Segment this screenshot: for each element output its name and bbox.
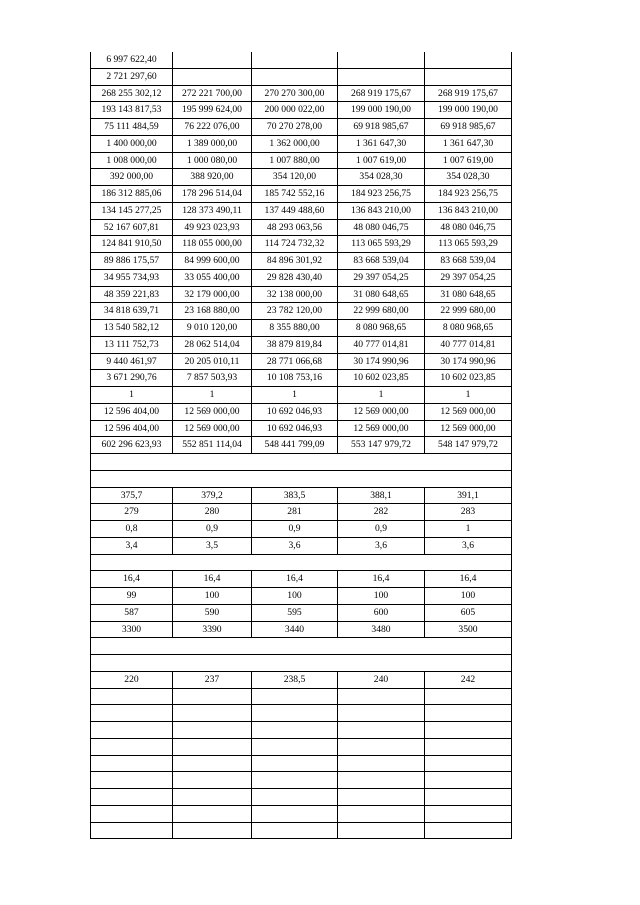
table-cell: 3,5 (173, 537, 252, 554)
table-cell (338, 722, 425, 739)
table-cell: 12 569 000,00 (338, 420, 425, 437)
table-cell (252, 822, 338, 839)
merged-blank-cell (91, 470, 512, 487)
table-cell: 282 (338, 504, 425, 521)
table-cell (91, 705, 173, 722)
table-cell (91, 722, 173, 739)
table-row (91, 822, 512, 839)
table-cell: 237 (173, 671, 252, 688)
table-cell (91, 805, 173, 822)
table-cell: 12 569 000,00 (425, 420, 512, 437)
table-cell: 8 080 968,65 (425, 320, 512, 337)
table-cell: 1 361 647,30 (425, 135, 512, 152)
table-cell: 13 111 752,73 (91, 336, 173, 353)
table-cell: 0,8 (91, 521, 173, 538)
table-cell: 242 (425, 671, 512, 688)
table-row (91, 387, 512, 404)
table-cell (252, 52, 338, 68)
table-cell: 34 955 734,93 (91, 269, 173, 286)
table-cell: 76 222 076,00 (173, 119, 252, 136)
table-cell: 0,9 (252, 521, 338, 538)
table-row (91, 789, 512, 806)
table-cell: 30 174 990,96 (338, 353, 425, 370)
table-cell: 200 000 022,00 (252, 102, 338, 119)
table-row (91, 269, 512, 286)
table-cell: 48 359 221,83 (91, 286, 173, 303)
table-cell: 136 843 210,00 (338, 202, 425, 219)
table-row (91, 303, 512, 320)
table-cell (338, 789, 425, 806)
table-cell: 3,6 (338, 537, 425, 554)
table-cell: 1 007 619,00 (425, 152, 512, 169)
table-cell: 134 145 277,25 (91, 202, 173, 219)
table-cell: 1 007 619,00 (338, 152, 425, 169)
table-cell (91, 822, 173, 839)
table-cell: 32 138 000,00 (252, 286, 338, 303)
table-cell (425, 738, 512, 755)
table-cell: 193 143 817,53 (91, 102, 173, 119)
table-cell: 28 771 066,68 (252, 353, 338, 370)
table-cell: 220 (91, 671, 173, 688)
table-cell (173, 738, 252, 755)
table-cell: 391,1 (425, 487, 512, 504)
table-cell: 184 923 256,75 (425, 186, 512, 203)
table-cell: 114 724 732,32 (252, 236, 338, 253)
table-cell (425, 722, 512, 739)
table-cell: 280 (173, 504, 252, 521)
table-row (91, 403, 512, 420)
table-cell: 283 (425, 504, 512, 521)
table-cell: 12 596 404,00 (91, 403, 173, 420)
table-cell (173, 805, 252, 822)
table-cell: 83 668 539,04 (425, 253, 512, 270)
table-cell: 100 (425, 588, 512, 605)
table-cell (425, 68, 512, 85)
table-cell (338, 772, 425, 789)
table-cell: 48 080 046,75 (425, 219, 512, 236)
table-cell (338, 52, 425, 68)
table-cell (425, 52, 512, 68)
table-cell (252, 789, 338, 806)
table-separator-row (91, 655, 512, 672)
table-cell: 13 540 582,12 (91, 320, 173, 337)
table-row (91, 152, 512, 169)
table-cell: 84 999 600,00 (173, 253, 252, 270)
table-cell: 118 055 000,00 (173, 236, 252, 253)
table-cell: 600 (338, 604, 425, 621)
table-cell: 16,4 (338, 571, 425, 588)
table-cell: 113 065 593,29 (425, 236, 512, 253)
table-row (91, 119, 512, 136)
table-cell (425, 705, 512, 722)
table-cell: 178 296 514,04 (173, 186, 252, 203)
table-cell: 75 111 484,59 (91, 119, 173, 136)
table-cell: 3,6 (252, 537, 338, 554)
table-cell (252, 68, 338, 85)
table-cell: 30 174 990,96 (425, 353, 512, 370)
table-cell: 552 851 114,04 (173, 437, 252, 454)
table-cell: 23 782 120,00 (252, 303, 338, 320)
table-row (91, 85, 512, 102)
table-cell (338, 688, 425, 705)
table-cell (91, 688, 173, 705)
data-table (90, 52, 512, 839)
table-cell: 49 923 023,93 (173, 219, 252, 236)
table-cell: 31 080 648,65 (338, 286, 425, 303)
table-cell: 1 400 000,00 (91, 135, 173, 152)
table-cell: 272 221 700,00 (173, 85, 252, 102)
table-cell: 238,5 (252, 671, 338, 688)
table-cell: 553 147 979,72 (338, 437, 425, 454)
table-cell: 38 879 819,84 (252, 336, 338, 353)
table-cell (338, 705, 425, 722)
table-row (91, 688, 512, 705)
table-cell: 8 080 968,65 (338, 320, 425, 337)
table-cell: 99 (91, 588, 173, 605)
table-cell: 40 777 014,81 (425, 336, 512, 353)
table-cell: 590 (173, 604, 252, 621)
table-cell: 23 168 880,00 (173, 303, 252, 320)
table-cell: 602 296 623,93 (91, 437, 173, 454)
table-cell: 595 (252, 604, 338, 621)
table-cell: 2 721 297,60 (91, 68, 173, 85)
table-cell (173, 772, 252, 789)
table-cell (252, 688, 338, 705)
table-cell: 354 028,30 (425, 169, 512, 186)
table-cell: 392 000,00 (91, 169, 173, 186)
table-cell: 548 147 979,72 (425, 437, 512, 454)
table-row (91, 52, 512, 68)
table-separator-row (91, 470, 512, 487)
table-cell (173, 755, 252, 772)
table-cell: 383,5 (252, 487, 338, 504)
table-cell: 34 818 639,71 (91, 303, 173, 320)
table-cell (425, 805, 512, 822)
table-cell (425, 688, 512, 705)
table-row (91, 320, 512, 337)
table-cell: 100 (173, 588, 252, 605)
table-cell (425, 755, 512, 772)
table-cell: 1 000 080,00 (173, 152, 252, 169)
table-cell: 3500 (425, 621, 512, 638)
table-row (91, 588, 512, 605)
table-cell: 268 919 175,67 (338, 85, 425, 102)
table-cell: 1 (173, 387, 252, 404)
table-row (91, 68, 512, 85)
table-row (91, 219, 512, 236)
table-cell: 100 (338, 588, 425, 605)
table-row (91, 253, 512, 270)
table-cell: 354 028,30 (338, 169, 425, 186)
table-cell: 268 919 175,67 (425, 85, 512, 102)
table-cell: 10 108 753,16 (252, 370, 338, 387)
table-row (91, 671, 512, 688)
table-cell: 113 065 593,29 (338, 236, 425, 253)
table-cell: 587 (91, 604, 173, 621)
table-cell (252, 772, 338, 789)
table-cell: 3,6 (425, 537, 512, 554)
table-cell: 3440 (252, 621, 338, 638)
table-cell (338, 755, 425, 772)
table-cell: 270 270 300,00 (252, 85, 338, 102)
table-cell: 9 010 120,00 (173, 320, 252, 337)
table-cell: 184 923 256,75 (338, 186, 425, 203)
table-row (91, 437, 512, 454)
table-cell: 1 362 000,00 (252, 135, 338, 152)
table-cell: 199 000 190,00 (425, 102, 512, 119)
table-cell: 20 205 010,11 (173, 353, 252, 370)
table-body (91, 52, 512, 839)
table-cell: 281 (252, 504, 338, 521)
table-cell (173, 789, 252, 806)
table-cell: 12 569 000,00 (425, 403, 512, 420)
table-cell: 3 671 290,76 (91, 370, 173, 387)
table-row (91, 236, 512, 253)
table-separator-row (91, 454, 512, 471)
table-cell: 22 999 680,00 (425, 303, 512, 320)
table-cell (252, 755, 338, 772)
table-cell: 1 (91, 387, 173, 404)
table-cell: 69 918 985,67 (425, 119, 512, 136)
table-row (91, 705, 512, 722)
table-cell: 548 441 799,09 (252, 437, 338, 454)
table-cell (173, 688, 252, 705)
table-cell: 388,1 (338, 487, 425, 504)
table-cell: 136 843 210,00 (425, 202, 512, 219)
table-row (91, 772, 512, 789)
table-row (91, 336, 512, 353)
table-row (91, 722, 512, 739)
table-cell: 28 062 514,04 (173, 336, 252, 353)
table-row (91, 537, 512, 554)
table-cell: 268 255 302,12 (91, 85, 173, 102)
table-cell (252, 738, 338, 755)
table-cell (91, 789, 173, 806)
table-cell: 1 (338, 387, 425, 404)
table-cell (91, 772, 173, 789)
table-cell: 12 569 000,00 (173, 420, 252, 437)
table-cell: 240 (338, 671, 425, 688)
table-cell: 124 841 910,50 (91, 236, 173, 253)
table-cell: 199 000 190,00 (338, 102, 425, 119)
table-cell: 185 742 552,16 (252, 186, 338, 203)
table-separator-row (91, 638, 512, 655)
table-row (91, 169, 512, 186)
table-cell: 69 918 985,67 (338, 119, 425, 136)
merged-blank-cell (91, 655, 512, 672)
table-cell (338, 738, 425, 755)
table-cell: 3300 (91, 621, 173, 638)
table-row (91, 420, 512, 437)
table-cell: 354 120,00 (252, 169, 338, 186)
table-cell: 8 355 880,00 (252, 320, 338, 337)
table-cell: 12 569 000,00 (338, 403, 425, 420)
table-cell: 48 293 063,56 (252, 219, 338, 236)
table-cell: 137 449 488,60 (252, 202, 338, 219)
table-row (91, 186, 512, 203)
table-row (91, 487, 512, 504)
table-cell (338, 805, 425, 822)
table-cell: 379,2 (173, 487, 252, 504)
table-cell: 12 569 000,00 (173, 403, 252, 420)
table-row (91, 755, 512, 772)
table-row (91, 621, 512, 638)
table-cell (252, 722, 338, 739)
table-cell: 22 999 680,00 (338, 303, 425, 320)
table-cell: 1 361 647,30 (338, 135, 425, 152)
table-cell: 1 007 880,00 (252, 152, 338, 169)
table-row (91, 135, 512, 152)
table-cell: 16,4 (425, 571, 512, 588)
table-cell (425, 822, 512, 839)
table-cell: 16,4 (252, 571, 338, 588)
merged-blank-cell (91, 638, 512, 655)
merged-blank-cell (91, 554, 512, 571)
table-row (91, 738, 512, 755)
table-row (91, 202, 512, 219)
table-cell: 84 896 301,92 (252, 253, 338, 270)
table-cell (91, 738, 173, 755)
table-cell (173, 68, 252, 85)
table-cell (252, 705, 338, 722)
table-cell: 89 886 175,57 (91, 253, 173, 270)
table-cell: 16,4 (91, 571, 173, 588)
table-cell: 1 008 000,00 (91, 152, 173, 169)
table-cell: 3,4 (91, 537, 173, 554)
table-cell: 29 397 054,25 (338, 269, 425, 286)
table-cell: 10 602 023,85 (338, 370, 425, 387)
table-separator-row (91, 554, 512, 571)
table-row (91, 805, 512, 822)
table-cell: 10 692 046,93 (252, 403, 338, 420)
table-cell: 279 (91, 504, 173, 521)
table-row (91, 604, 512, 621)
table-cell: 1 (425, 387, 512, 404)
merged-blank-cell (91, 454, 512, 471)
table-cell (173, 52, 252, 68)
table-cell: 0,9 (338, 521, 425, 538)
table-row (91, 571, 512, 588)
table-cell: 388 920,00 (173, 169, 252, 186)
table-row (91, 102, 512, 119)
table-cell: 1 (425, 521, 512, 538)
table-cell: 70 270 278,00 (252, 119, 338, 136)
table-cell: 31 080 648,65 (425, 286, 512, 303)
table-cell: 29 828 430,40 (252, 269, 338, 286)
table-cell (425, 789, 512, 806)
table-cell: 0,9 (173, 521, 252, 538)
table-cell (173, 705, 252, 722)
table-cell: 48 080 046,75 (338, 219, 425, 236)
table-cell (425, 772, 512, 789)
table-cell: 7 857 503,93 (173, 370, 252, 387)
table-cell: 16,4 (173, 571, 252, 588)
table-cell: 10 602 023,85 (425, 370, 512, 387)
table-cell: 6 997 622,40 (91, 52, 173, 68)
table-row (91, 370, 512, 387)
table-cell (173, 722, 252, 739)
table-cell: 100 (252, 588, 338, 605)
table-cell (338, 68, 425, 85)
table-cell: 3390 (173, 621, 252, 638)
table-cell: 375,7 (91, 487, 173, 504)
table-cell: 29 397 054,25 (425, 269, 512, 286)
table-cell: 52 167 607,81 (91, 219, 173, 236)
table-row (91, 353, 512, 370)
table-cell: 195 999 624,00 (173, 102, 252, 119)
table-cell: 33 055 400,00 (173, 269, 252, 286)
table-cell (338, 822, 425, 839)
table-cell: 1 389 000,00 (173, 135, 252, 152)
table-cell: 9 440 461,97 (91, 353, 173, 370)
table-cell: 128 373 490,11 (173, 202, 252, 219)
table-row (91, 504, 512, 521)
table-cell: 605 (425, 604, 512, 621)
table-cell: 3480 (338, 621, 425, 638)
table-row (91, 521, 512, 538)
table-cell: 186 312 885,06 (91, 186, 173, 203)
table-cell: 12 596 404,00 (91, 420, 173, 437)
table-cell: 1 (252, 387, 338, 404)
table-cell (91, 755, 173, 772)
table-cell (252, 805, 338, 822)
table-cell: 40 777 014,81 (338, 336, 425, 353)
table-row (91, 286, 512, 303)
table-cell: 32 179 000,00 (173, 286, 252, 303)
table-cell (173, 822, 252, 839)
table-cell: 10 692 046,93 (252, 420, 338, 437)
table-cell: 83 668 539,04 (338, 253, 425, 270)
